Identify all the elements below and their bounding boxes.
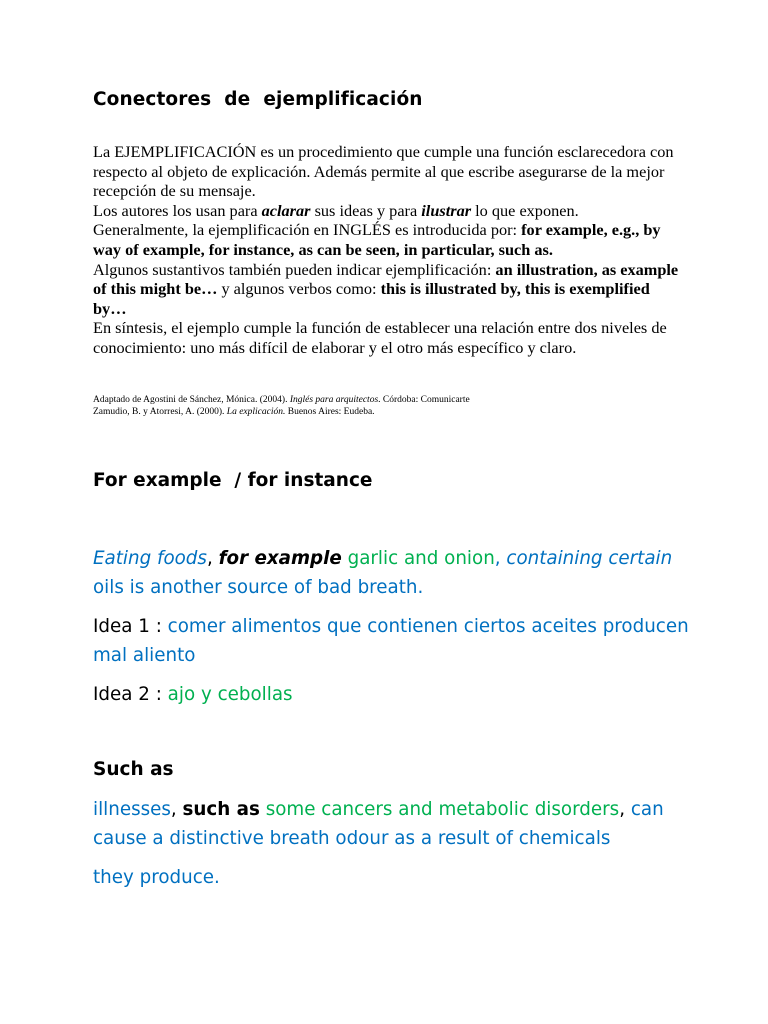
text-run: , xyxy=(170,799,183,820)
emphasis-aclarar: aclarar xyxy=(261,200,311,220)
intro-paragraph-4 xyxy=(93,260,683,319)
text-run: lo que exponen. xyxy=(471,200,579,220)
reference-2 xyxy=(93,407,470,419)
emphasis-ilustrar: ilustrar xyxy=(421,200,472,220)
reference-title: Inglés para arquitectos xyxy=(289,395,379,405)
text-run: they produce. xyxy=(93,867,220,888)
example-highlight: some cancers and metabolic disorders xyxy=(265,799,620,820)
text-run: Algunos sustantivos también pueden indicar ejemplificación: xyxy=(93,259,496,279)
text-run: Zamudio, B. y Atorresi, A. (2000). xyxy=(93,406,227,417)
text-run: , xyxy=(619,799,631,820)
connector-such-as: such as xyxy=(182,799,260,820)
example-sentence-2-continued xyxy=(93,863,693,892)
idea-2 xyxy=(93,680,693,709)
text-run: Eating foods xyxy=(93,548,207,569)
idea-label: Idea 2 : xyxy=(93,684,168,705)
intro-paragraph-3 xyxy=(93,220,683,259)
text-run: , xyxy=(206,548,219,569)
reference-title: La explicación. xyxy=(226,406,286,417)
idea-1 xyxy=(93,612,693,670)
text-run: Generalmente, la ejemplificación en INGLÉS es introducida por: xyxy=(93,220,522,240)
connector-list: for example, e.g., by way of example, for instance, as can be seen, in particular, such as. xyxy=(93,220,661,259)
intro-text xyxy=(93,142,683,358)
example-sentence-1 xyxy=(93,544,693,602)
section-heading-for-example: For example / for instance xyxy=(93,470,373,491)
example-highlight: garlic and onion xyxy=(347,548,495,569)
noun-examples: an illustration, as example of this might be… xyxy=(93,259,679,299)
section-heading-such-as: Such as xyxy=(93,759,174,780)
connector-for-example: for example xyxy=(218,548,342,569)
text-run: Adaptado de Agostini de Sánchez, Mónica. (2004). xyxy=(93,395,290,405)
text-run: Los autores los usan para xyxy=(93,200,262,220)
idea-text: ajo y cebollas xyxy=(167,684,293,705)
text-run: y algunos verbos como: xyxy=(217,279,381,299)
example-sentence-2 xyxy=(93,795,693,853)
intro-paragraph-1: La EJEMPLIFICACIÓN es un procedimiento que cumple una función esclarecedora con respecto al objeto de explicación. Además permite al que escribe asegurarse de la mejor recepción de su mensaje. xyxy=(93,142,674,201)
page-title: Conectores de ejemplificación xyxy=(93,89,423,110)
text-run: can cause a distinctive breath odour as a result of chemicals xyxy=(93,799,664,849)
intro-paragraph-5: En síntesis, el ejemplo cumple la función de establecer una relación entre dos niveles de conocimiento: uno más difícil de elaborar y el otro más específico y claro. xyxy=(93,318,667,357)
reference-1 xyxy=(93,395,470,407)
idea-text: comer alimentos que contienen ciertos aceites producen mal aliento xyxy=(93,616,689,666)
idea-label: Idea 1 : xyxy=(93,616,168,637)
verb-examples: this is illustrated by, this is exemplified by… xyxy=(93,279,650,318)
text-run: oils is another source of bad breath. xyxy=(93,577,424,598)
text-run: containing certain xyxy=(506,548,673,569)
intro-paragraph-2 xyxy=(93,201,683,221)
text-run: . Córdoba: Comunicarte xyxy=(378,395,470,405)
text-run: illnesses xyxy=(93,799,171,820)
text-run: Buenos Aires: Eudeba. xyxy=(285,406,375,417)
text-run: , xyxy=(494,548,507,569)
text-run: sus ideas y para xyxy=(310,200,422,220)
references xyxy=(93,395,470,418)
